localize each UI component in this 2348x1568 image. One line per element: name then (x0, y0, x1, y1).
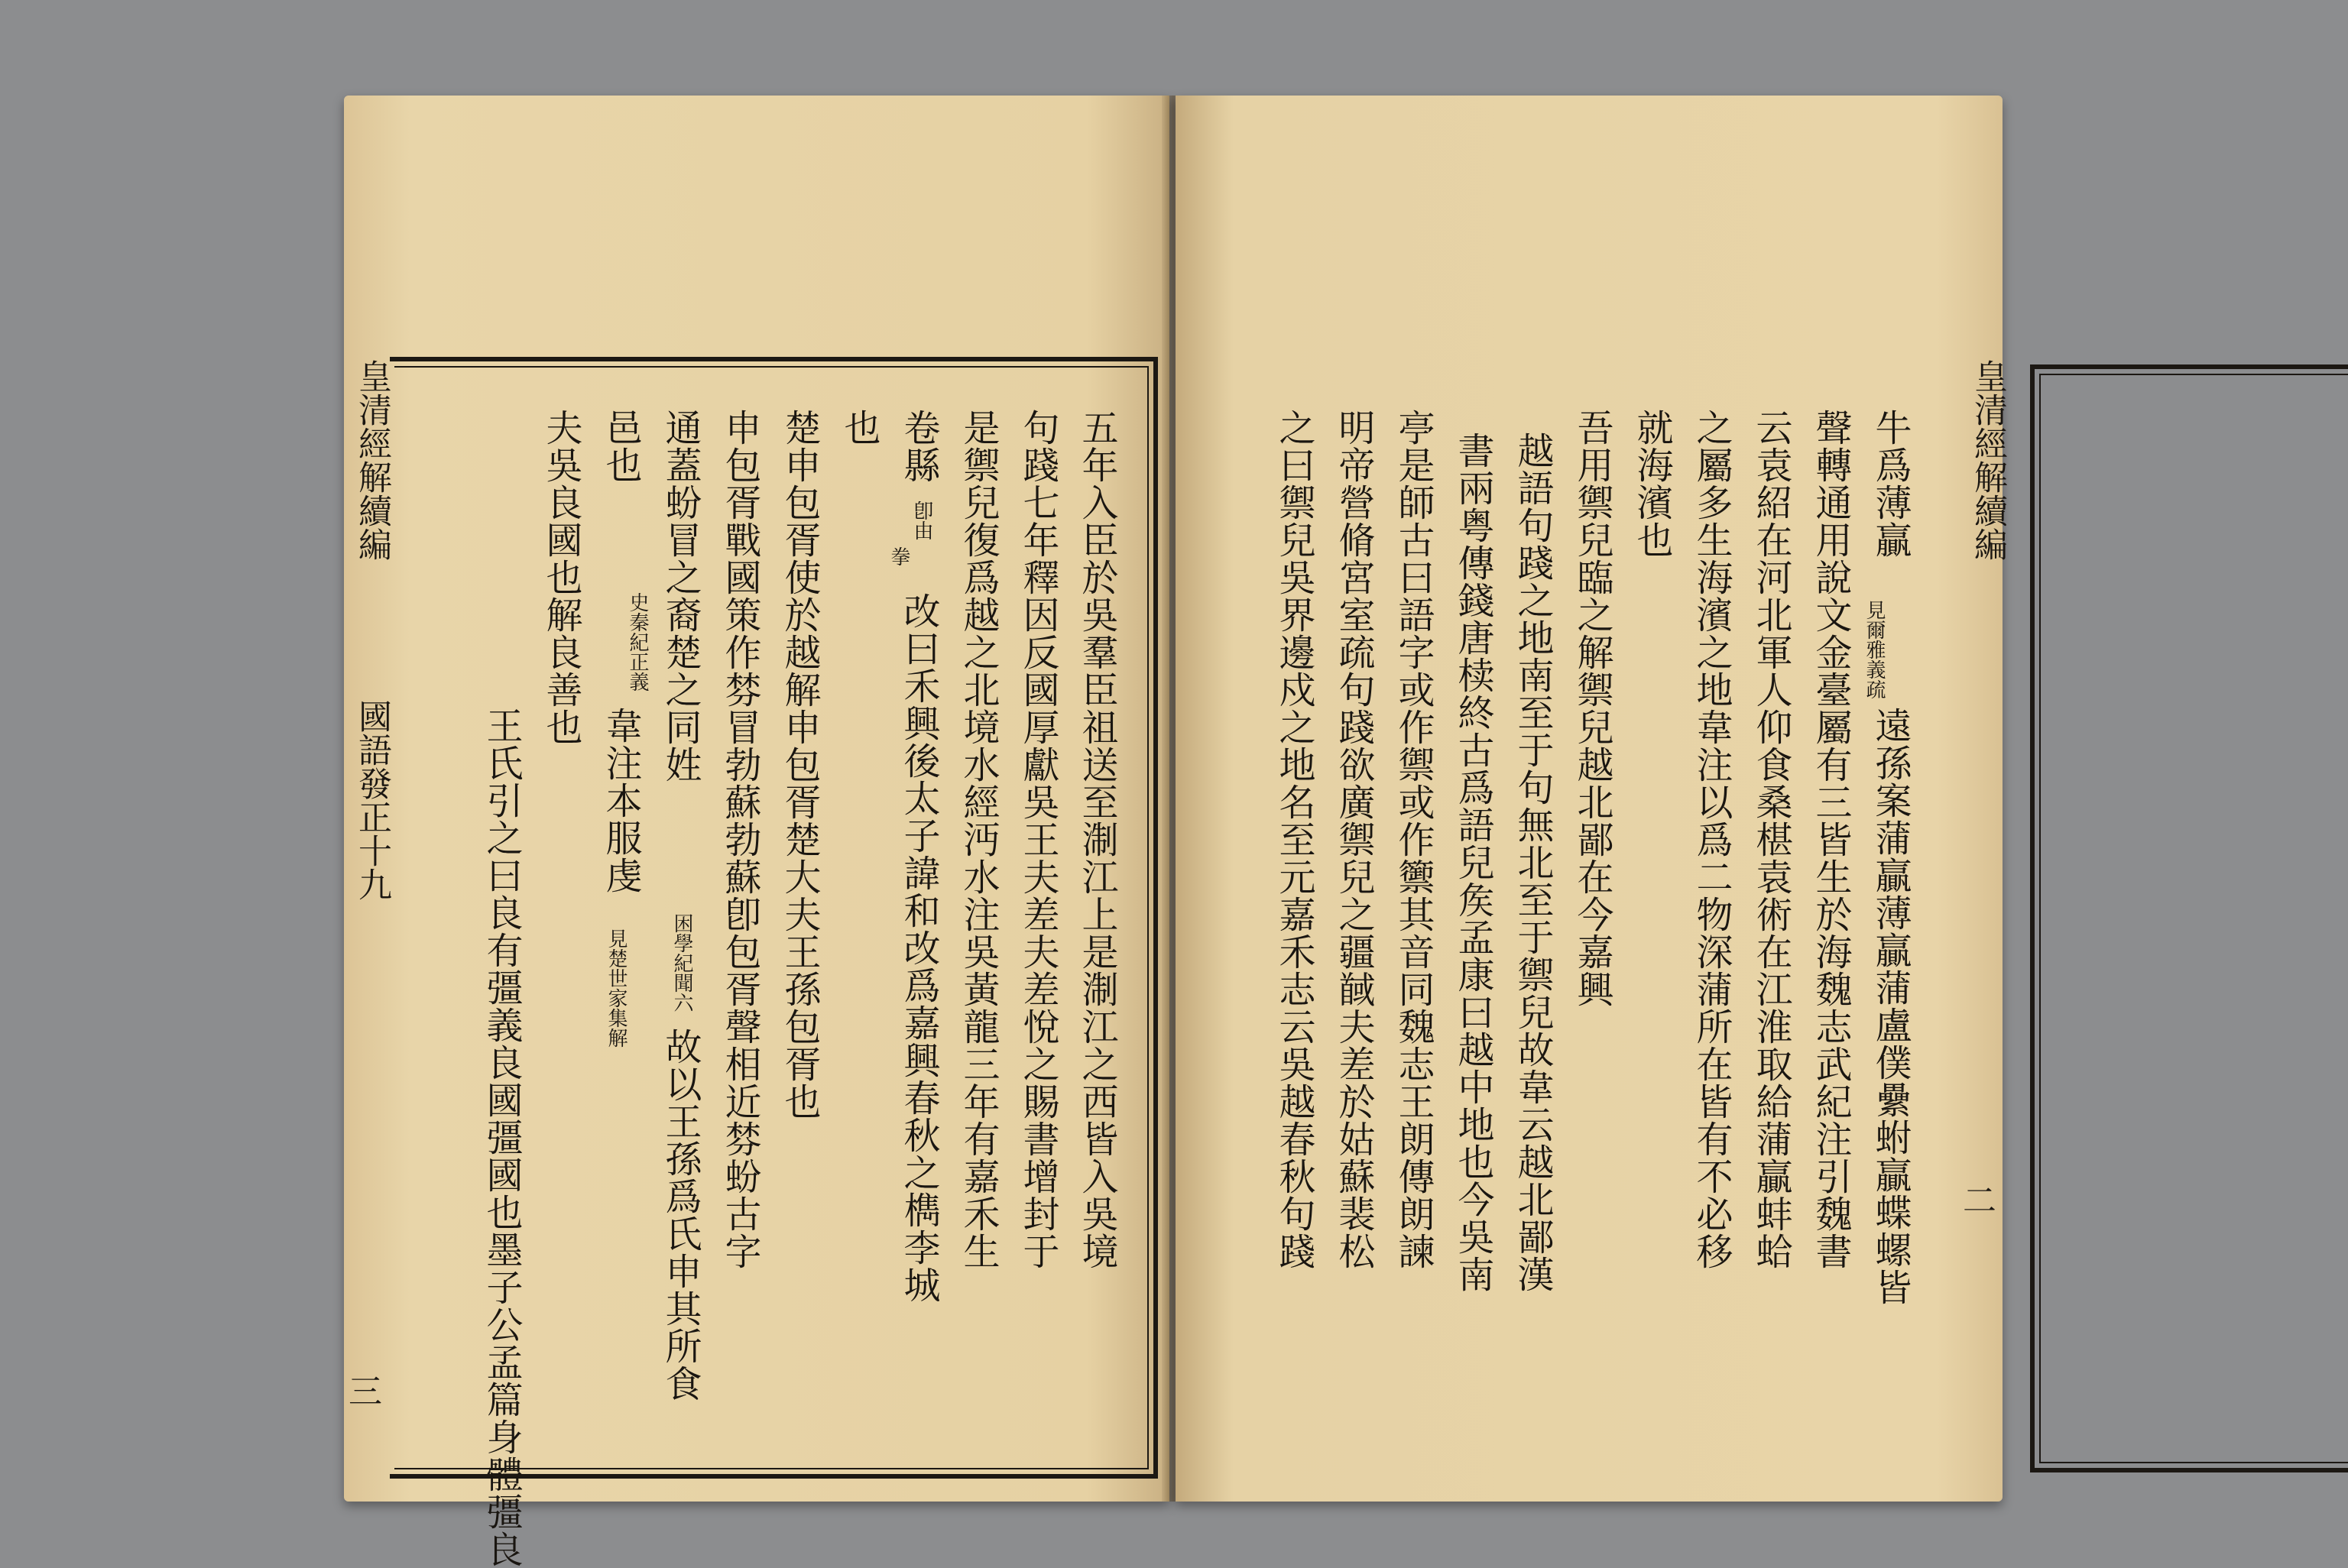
left-col-11: 王氏引之曰良有彊義良國彊國也墨子公孟篇身體彊良 (480, 707, 523, 1568)
left-page (344, 96, 1169, 1568)
right-col-10: 明帝營脩宮室疏句踐欲廣禦兒之疆馘夫差於姑蘇裴松 (1332, 409, 1375, 1270)
right-page (1176, 96, 2007, 1502)
left-note-1: 卽由 (910, 501, 933, 540)
left-col-8a: 通蓋蚡冒之裔楚之同姓 (659, 409, 702, 783)
right-text-frame (2030, 364, 2348, 1472)
right-margin-title: 皇清經解續編 (1968, 359, 2007, 561)
right-col-9: 亭是師古曰語字或作禦或作籞其音同魏志王朗傳朗諫 (1392, 409, 1435, 1270)
right-col-6: 吾用禦兒臨之解禦兒越北鄙在今嘉興 (1571, 409, 1613, 1008)
left-col-3: 是禦兒復爲越之北境水經沔水注吳黃龍三年有嘉禾生 (957, 409, 1000, 1270)
right-col-3: 云袁紹在河北軍人仰食桑椹袁術在江淮取給蒲贏蚌蛤 (1750, 409, 1792, 1270)
right-page-number: 二 (1963, 1181, 1996, 1220)
left-margin-section: 國語發正十九 (352, 699, 391, 901)
right-col-4: 之屬多生海濱之地韋注以爲二物深蒲所在皆有不必移 (1690, 409, 1733, 1270)
right-col-8: 書兩粤傳錢唐椟終古爲語兒矦孟康曰越中地也今吳南 (1451, 432, 1494, 1293)
open-book (344, 96, 2007, 1568)
left-col-10: 夫吳良國也解良善也 (540, 409, 582, 746)
left-col-9a: 邑也 (599, 409, 642, 484)
right-col-1b: 遠孫案蒲贏薄贏蒲盧僕纍蚹贏蝶螺皆 (1869, 707, 1912, 1306)
left-col-7: 申包胥戰國策作棼冒勃蘇勃蘇卽包胥聲相近棼蚡古字 (718, 409, 761, 1270)
left-col-5: 也 (838, 409, 880, 446)
right-col-5: 就海濱也 (1630, 409, 1673, 559)
left-note-4: 見楚世家集解 (605, 928, 628, 1048)
right-col-2: 聲轉通用說文金臺屬有三皆生於海魏志武紀注引魏書 (1809, 409, 1852, 1270)
left-col-4b: 改曰禾興後太子諱和改爲嘉興春秋之檇李城 (897, 592, 940, 1304)
left-col-8b: 故以王孫爲氏申其所食 (659, 1028, 702, 1402)
left-col-1: 五年入臣於吳羣臣祖送至淛江上是淛江之西皆入吳境 (1075, 409, 1118, 1270)
right-col-11: 之曰禦兒吳界邊戍之地名至元嘉禾志云吳越春秋句踐 (1273, 409, 1315, 1270)
left-col-9b: 韋注本服虔 (599, 707, 642, 894)
left-note-5: 史秦紀正義 (626, 592, 649, 692)
right-col-1a: 牛爲薄贏 (1869, 409, 1912, 559)
right-col-7: 越語句踐之地南至于句無北至于禦兒故韋云越北鄙漢 (1511, 432, 1554, 1293)
right-note-1: 見爾雅義疏 (1863, 600, 1886, 699)
left-col-4a: 卷縣 (897, 409, 940, 484)
left-note-2: 拳 (887, 546, 910, 566)
left-col-2: 句踐七年釋因反國厚獻吳王夫差夫差悅之賜書增封于 (1017, 409, 1059, 1270)
left-margin-title: 皇清經解續編 (352, 359, 391, 561)
left-note-3: 困學紀聞六 (670, 913, 693, 1012)
left-page-number: 三 (349, 1372, 382, 1411)
left-col-6: 楚申包胥使於越解申包胥楚大夫王孫包胥也 (778, 409, 821, 1120)
